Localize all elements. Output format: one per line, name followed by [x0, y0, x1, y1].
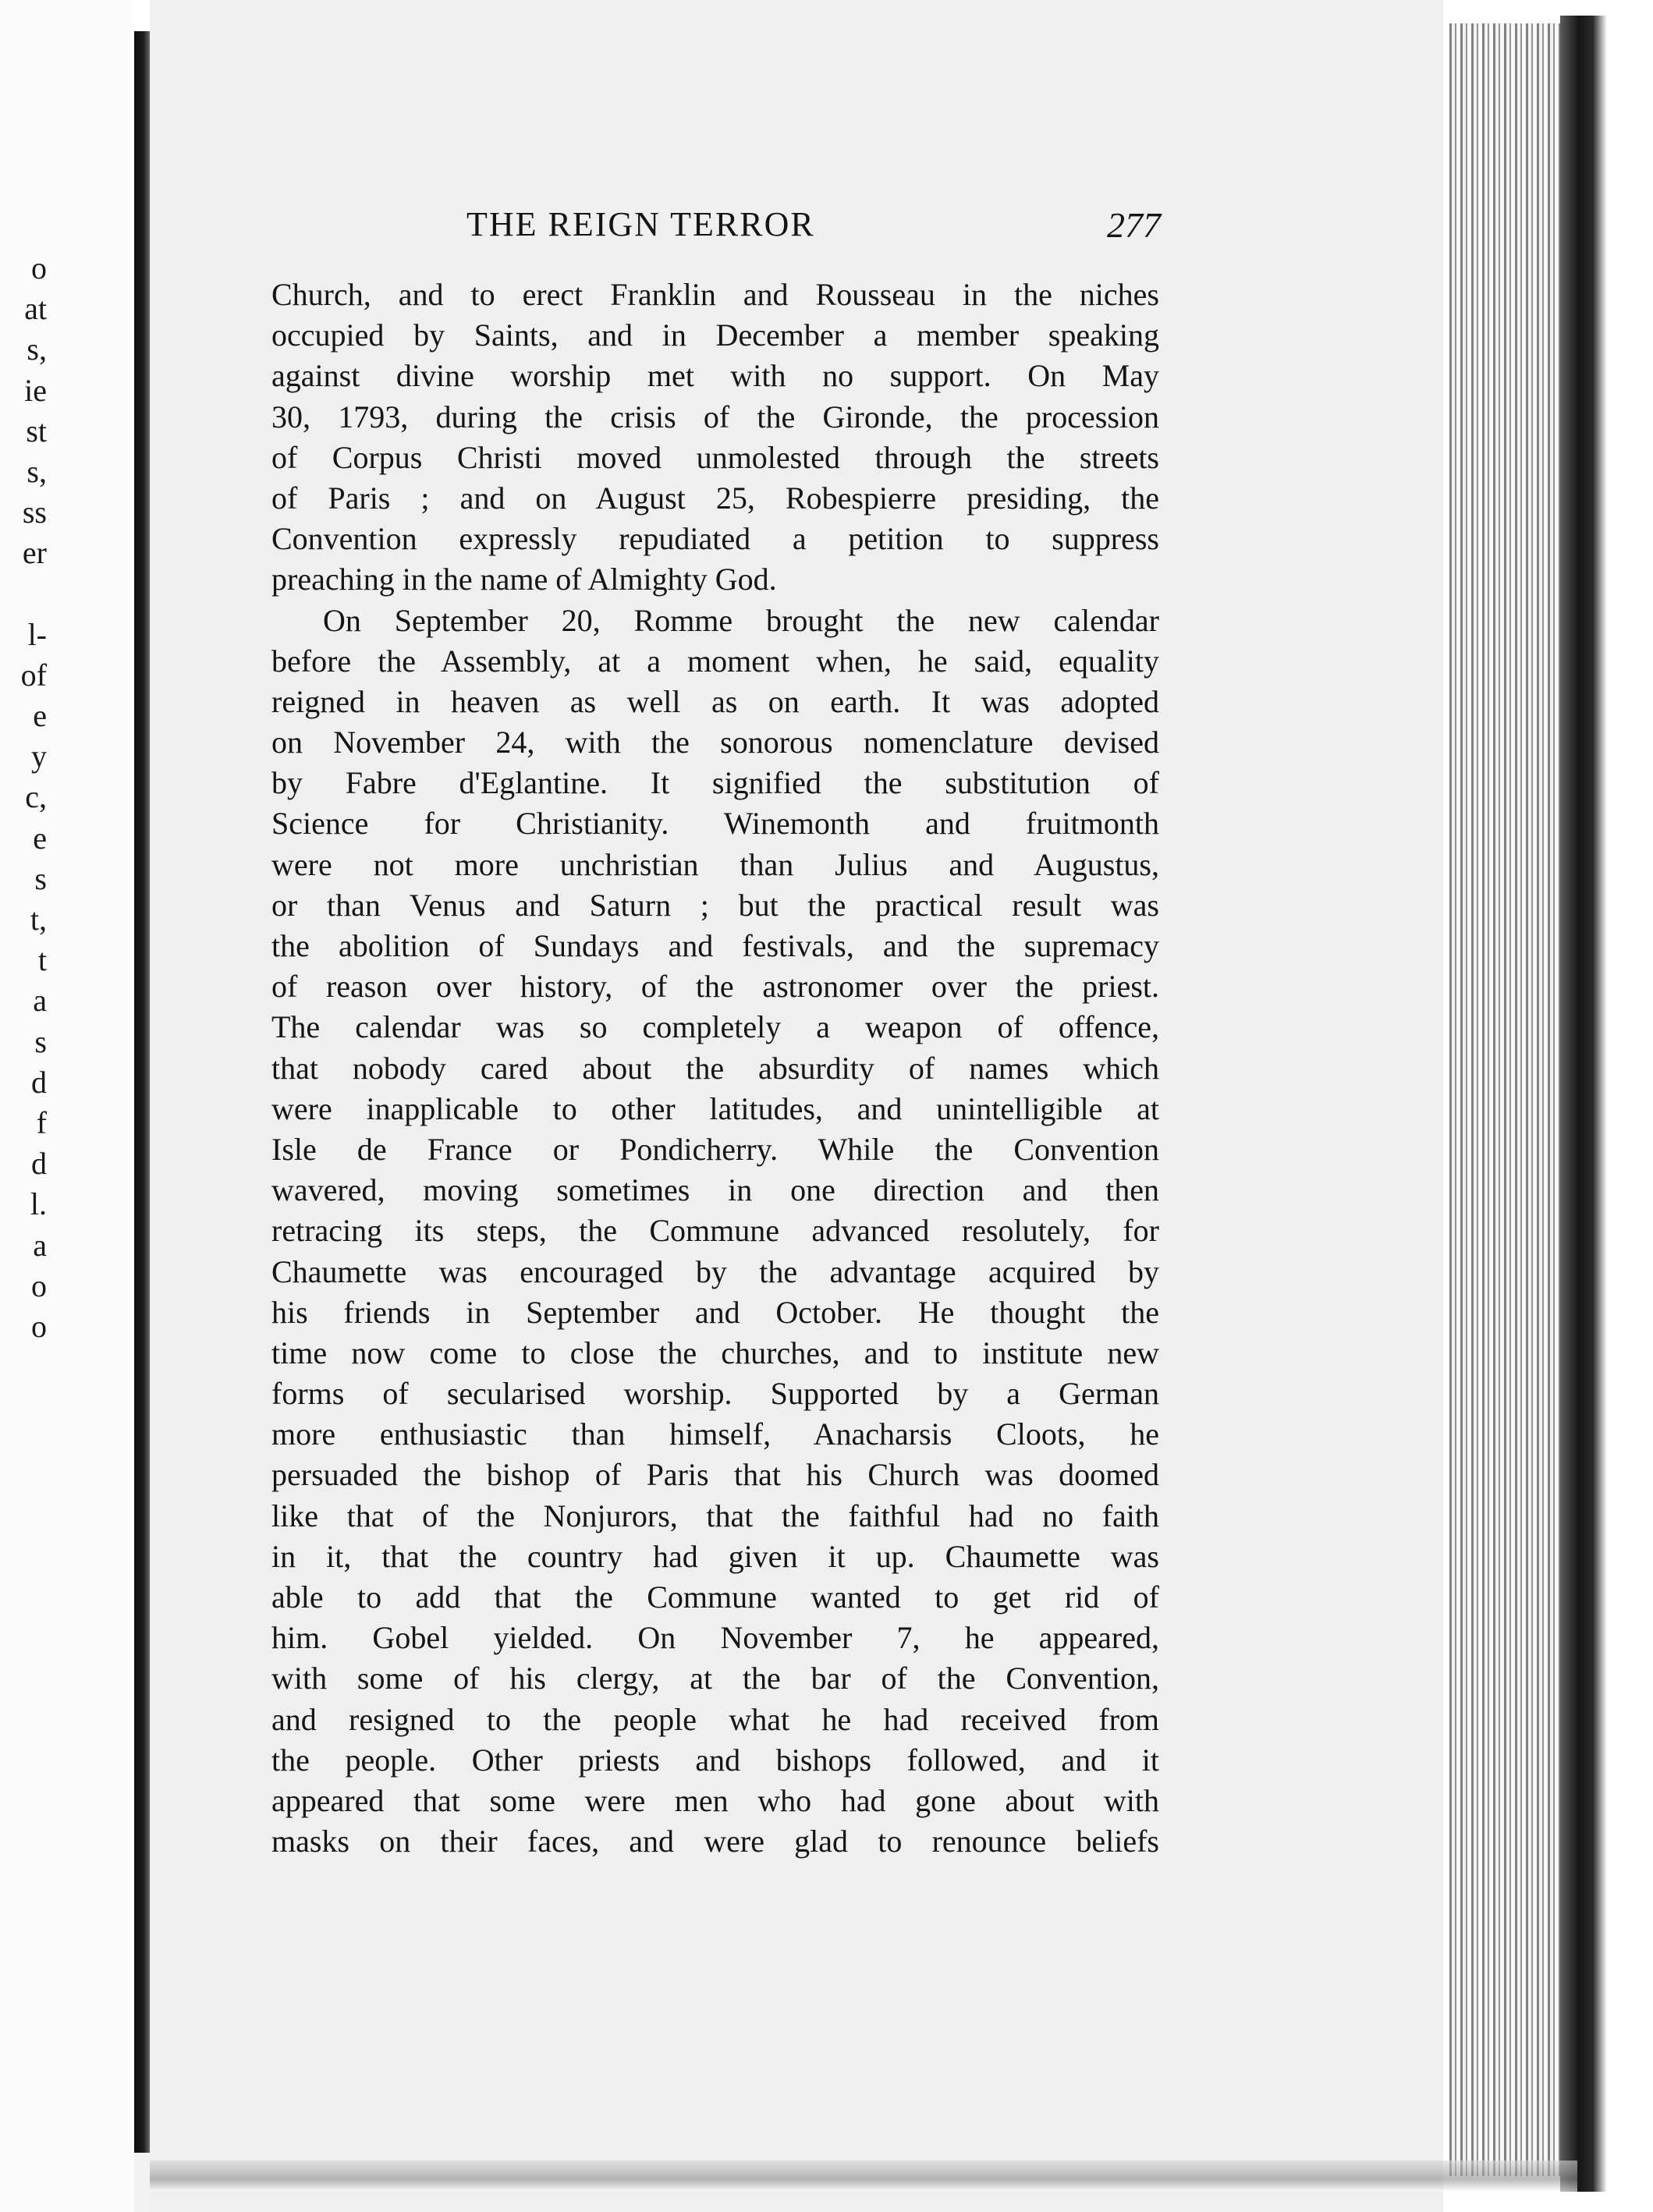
text-line: Convention expressly repudiated a petition to suppress	[271, 521, 1159, 557]
facing-page-fragment-text: e	[33, 698, 47, 734]
facing-page-fragment-text: s,	[27, 331, 47, 367]
facing-page-fragment-text: d	[31, 1064, 47, 1100]
text-line: were not more unchristian than Julius and Augustus,	[271, 846, 1159, 882]
text-line: preaching in the name of Almighty God.	[271, 562, 777, 597]
facing-page-fragment-text: o	[31, 1267, 47, 1303]
facing-page-fragment-text: t,	[30, 902, 47, 937]
text-line: of reason over history, of the astronomer over the priest.	[271, 969, 1159, 1005]
text-line: against divine worship met with no support. On May	[271, 358, 1159, 394]
text-line: his friends in September and October. He thought the	[271, 1294, 1159, 1330]
text-line: Chaumette was encouraged by the advantage acquired by	[271, 1253, 1159, 1289]
text-line: of Corpus Christi moved unmolested through the streets	[271, 439, 1159, 475]
text-line: Isle de France or Pondicherry. While the Convention	[271, 1131, 1159, 1167]
text-line: The calendar was so completely a weapon of offence,	[271, 1009, 1159, 1045]
book-gutter	[134, 23, 150, 2153]
text-line: the people. Other priests and bishops followed, and it	[271, 1742, 1159, 1778]
stacked-page-edges	[1449, 23, 1566, 2176]
text-line: of Paris ; and on August 25, Robespierre presiding, the	[271, 480, 1159, 516]
facing-page-fragment-text: o	[31, 1308, 47, 1344]
text-line: Science for Christianity. Winemonth and fruitmonth	[271, 806, 1159, 842]
running-header	[466, 204, 1161, 251]
facing-page-fragment-text: ie	[24, 372, 47, 408]
text-line: retracing its steps, the Commune advanced resolutely, for	[271, 1213, 1159, 1249]
text-line: the abolition of Sundays and festivals, and the supremacy	[271, 928, 1159, 963]
text-line: before the Assembly, at a moment when, he said, equality	[271, 643, 1159, 679]
text-line: that nobody cared about the absurdity of names which	[271, 1050, 1159, 1086]
facing-page-fragment-text: d	[31, 1146, 47, 1182]
facing-page-fragment-text: s	[34, 860, 47, 896]
facing-page-fragment-text: st	[26, 413, 47, 448]
text-line: On September 20, Romme brought the new calendar	[323, 602, 1159, 638]
facing-page-fragment-text: er	[22, 535, 47, 571]
text-line: time now come to close the churches, and to institute new	[271, 1335, 1159, 1370]
facing-page-fragment-text: o	[31, 250, 47, 285]
facing-page-fragment	[0, 0, 134, 2212]
facing-page-fragment-text	[0, 574, 47, 615]
text-line: or than Venus and Saturn ; but the practical result was	[271, 887, 1159, 923]
text-line: able to add that the Commune wanted to get rid of	[271, 1579, 1159, 1615]
text-line: reigned in heaven as well as on earth. It was adopted	[271, 683, 1159, 719]
text-line: on November 24, with the sonorous nomenclature devised	[271, 725, 1159, 760]
text-line: wavered, moving sometimes in one direction and then	[271, 1172, 1159, 1208]
text-line: him. Gobel yielded. On November 7, he appeared,	[271, 1620, 1159, 1656]
page-number: 277	[1107, 205, 1161, 245]
text-line: forms of secularised worship. Supported by a German	[271, 1376, 1159, 1412]
text-line: persuaded the bishop of Paris that his Church was doomed	[271, 1457, 1159, 1493]
facing-page-fragment-text: f	[36, 1104, 47, 1140]
facing-page-fragment-text: c,	[25, 779, 47, 815]
facing-page-fragment-text: a	[33, 1227, 47, 1263]
facing-page-fragment-text: s,	[27, 453, 47, 489]
facing-page-cut-text	[0, 248, 47, 1347]
text-line: were inapplicable to other latitudes, and unintelligible at	[271, 1090, 1159, 1126]
text-line: like that of the Nonjurors, that the faithful had no faith	[271, 1498, 1159, 1533]
text-line: more enthusiastic than himself, Anacharsis Cloots, he	[271, 1416, 1159, 1452]
text-line: appeared that some were men who had gone about with	[271, 1782, 1159, 1818]
facing-page-fragment-text: l.	[30, 1186, 47, 1222]
text-line: by Fabre d'Eglantine. It signified the substitution of	[271, 765, 1159, 801]
running-title: THE REIGN TERROR	[466, 205, 815, 243]
facing-page-fragment-text: of	[20, 657, 47, 693]
text-line: occupied by Saints, and in December a member speaking	[271, 317, 1159, 353]
facing-page-fragment-text: y	[31, 739, 47, 775]
facing-page-fragment-text: ss	[22, 495, 47, 530]
text-line: Church, and to erect Franklin and Rousseau in the niches	[271, 277, 1159, 312]
body-text	[271, 275, 1159, 1862]
text-line: in it, that the country had given it up. Chaumette was	[271, 1538, 1159, 1574]
text-line: with some of his clergy, at the bar of the Convention,	[271, 1661, 1159, 1696]
facing-page-fragment-text: a	[33, 983, 47, 1019]
book-edge-shadow	[1560, 16, 1607, 2192]
facing-page-fragment-text: at	[24, 291, 47, 327]
text-line: masks on their faces, and were glad to renounce beliefs	[271, 1824, 1159, 1859]
facing-page-fragment-text: l-	[27, 616, 47, 652]
facing-page-fragment-text: s	[34, 1023, 47, 1059]
text-line: 30, 1793, during the crisis of the Gironde, the procession	[271, 399, 1159, 434]
text-line: and resigned to the people what he had received from	[271, 1701, 1159, 1737]
facing-page-fragment-text: t	[37, 942, 47, 978]
facing-page-fragment-text: e	[33, 820, 47, 856]
bottom-page-edge	[150, 2161, 1577, 2192]
